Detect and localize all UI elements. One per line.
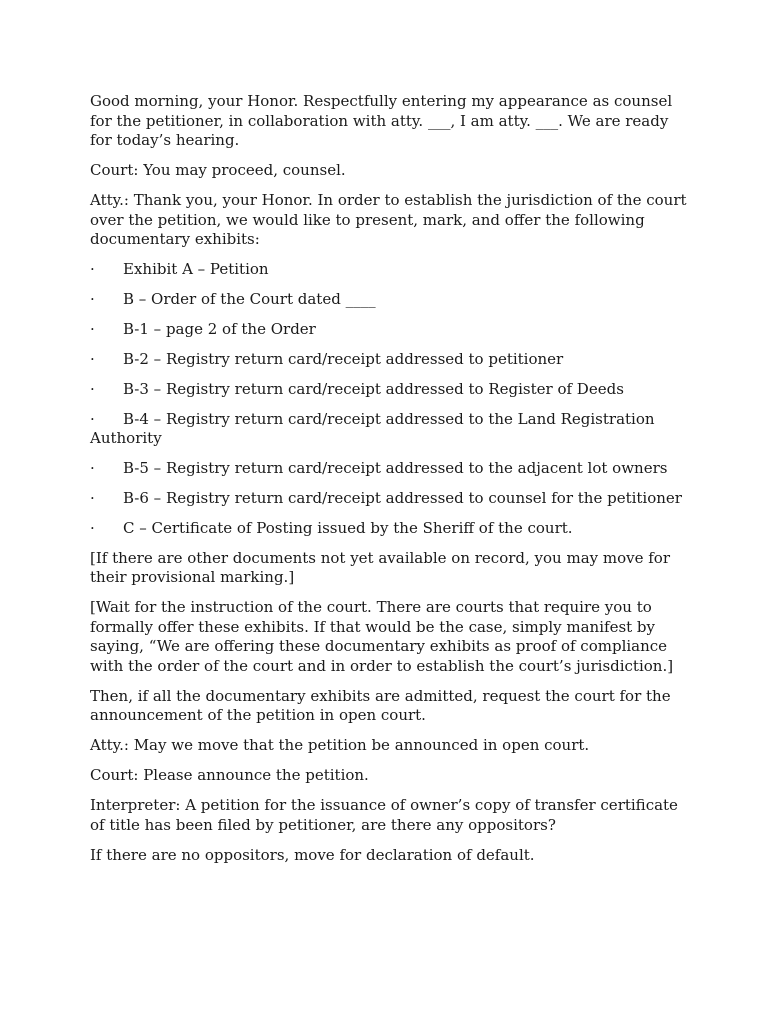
bullet-dot-icon: · — [90, 319, 95, 338]
provisional-marking-note: [If there are other documents not yet available on record, you may move for their provisional marking.] — [90, 548, 671, 587]
exhibit-label: B-2 – Registry return card/receipt addressed to petitioner — [123, 349, 564, 368]
atty-motion-paragraph: Atty.: May we move that the petition be announced in open court. — [90, 736, 590, 755]
list-item — [90, 410, 690, 449]
bullet-dot-icon: · — [90, 488, 95, 507]
document-page — [90, 92, 690, 875]
interpreter-paragraph: Interpreter: A petition for the issuance of owner’s copy of transfer certificate of title has been filed by petitioner, are there any oppositors? — [90, 796, 678, 834]
list-item — [90, 260, 690, 280]
exhibit-label: B-3 – Registry return card/receipt addressed to Register of Deeds — [123, 379, 624, 398]
exhibit-list — [90, 260, 690, 538]
court-response-paragraph: Court: You may proceed, counsel. — [90, 161, 346, 180]
list-item — [90, 380, 690, 400]
bullet-dot-icon: · — [90, 409, 95, 428]
exhibit-label: B-5 – Registry return card/receipt addressed to the adjacent lot owners — [123, 458, 668, 477]
list-item — [90, 290, 690, 310]
list-item — [90, 519, 690, 539]
exhibit-label: B-1 – page 2 of the Order — [123, 319, 316, 338]
exhibit-label: B – Order of the Court dated ____ — [123, 289, 376, 308]
bullet-dot-icon: · — [90, 349, 95, 368]
bullet-dot-icon: · — [90, 289, 95, 308]
announcement-instruction-paragraph: Then, if all the documentary exhibits are admitted, request the court for the announcement of the petition in open court. — [90, 686, 671, 725]
exhibit-label: B-6 – Registry return card/receipt addressed to counsel for the petitioner — [123, 488, 682, 507]
exhibits-intro-paragraph: Atty.: Thank you, your Honor. In order to establish the jurisdiction of the court over the petition, we would like to present, mark, and offer the following documentary exhibits: — [90, 190, 687, 249]
court-announce-paragraph: Court: Please announce the petition. — [90, 766, 369, 785]
list-item — [90, 350, 690, 370]
list-item — [90, 459, 690, 479]
bullet-dot-icon: · — [90, 379, 95, 398]
bullet-dot-icon: · — [90, 458, 95, 477]
intro-paragraph: Good morning, your Honor. Respectfully entering my appearance as counsel for the petitioner, in collaboration with atty. ___, I am atty. ___. We are ready for today’s hearing. — [90, 92, 673, 150]
exhibit-label: C – Certificate of Posting issued by the Sheriff of the court. — [123, 518, 573, 537]
default-motion-paragraph: If there are no oppositors, move for declaration of default. — [90, 845, 535, 864]
list-item — [90, 489, 690, 509]
bullet-dot-icon: · — [90, 518, 95, 537]
list-item — [90, 320, 690, 340]
formal-offer-note: [Wait for the instruction of the court. There are courts that require you to formally offer these exhibits. If that would be the case, simply manifest by saying, “We are offering these documentary exhibits as proof of compliance with the order of the court and in order to establish the court’s jurisdiction.] — [90, 598, 674, 675]
bullet-dot-icon: · — [90, 260, 95, 279]
exhibit-label: Exhibit A – Petition — [123, 260, 269, 279]
exhibit-label: B-4 – Registry return card/receipt addressed to the Land Registration Authority — [90, 409, 655, 448]
